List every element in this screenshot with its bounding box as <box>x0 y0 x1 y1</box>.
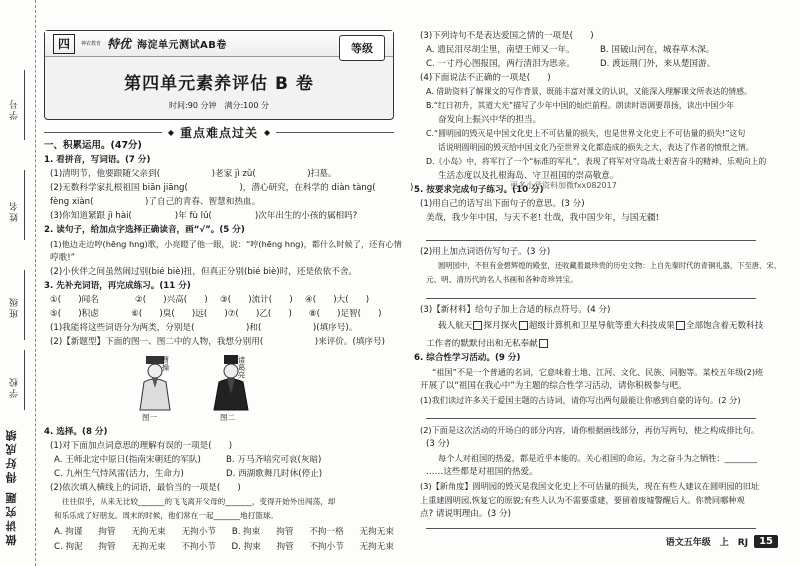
brand-name: 特优 <box>107 37 132 51</box>
series-name: 海淀单元测试AB卷 <box>137 40 227 51</box>
question-4-passage-1: 往往似乎，从来无比较_______的飞飞离开父母的_______，变得开始外出闯荡，却 <box>62 497 336 506</box>
question-4-part-2: (2)依次填入横线上的词语，最恰当的一项是( ) <box>50 483 241 493</box>
question-2-line-2: (2)小伙伴之间虽然闹过别(bié biè)扭，但真正分别(bié biè)时，还是依依不舍。 <box>50 267 358 277</box>
binding-label-class: 班级 <box>10 296 20 318</box>
question-4-3-option-a: A. 遗民泪尽胡尘里，南望王师又一年。 <box>426 45 575 55</box>
question-5-part-2: (2)用上加点词语仿写句子。(3 分) <box>420 247 551 257</box>
figure-2-caption: 图二 <box>220 413 235 422</box>
question-2-line-1b: 哼歌!” <box>50 253 76 263</box>
section-title: 重点难点过关 <box>180 126 259 140</box>
question-4-option-c: C. 九州生气恃风雷(活力，生命力) <box>54 469 184 479</box>
question-2-line-1: (1)他边走边哼(hēng hng)歌，小亮瞪了他一眼，说：“哼(hēng hng)，都什么时候了，还有心情 <box>50 239 402 249</box>
question-6-part-2: (2)下面是这次活动的开场白的部分内容，请你根据画线部分，再仿写两句，使之构成排比句。 <box>420 425 760 435</box>
punctuation-box[interactable] <box>676 321 685 330</box>
question-6-part-3-cont: 上重建圆明园,恢复它的原貌;有些人认为不需要重建，要留着废墟警醒后人。你赞同哪种观 <box>420 495 745 505</box>
question-3-row-2: ⑤( )积虑 ⑥( )臭( )远( ) ⑦( )乙( ) ⑧( )足智( ) <box>50 309 382 319</box>
question-5-1-quote: 美哉，我少年中国，与天不老! 壮哉，我中国少年，与国无疆! <box>426 213 660 223</box>
question-4-3-option-d: D. 渡远荆门外，来从楚国游。 <box>600 59 716 69</box>
question-4-4-option-d: D.《小岛》中，将军行了一个“标准的军礼”，表现了将军对守岛战士艰苦奋斗的精神、乐观向上的 <box>426 157 767 166</box>
question-6-2-passage-2: ……这些都是对祖国的热爱。 <box>426 467 538 477</box>
watermark-text: 更多小学资料加微fxx082017 <box>510 181 617 190</box>
question-4-option-d: D. 西湖歌舞几时休(停止) <box>226 469 323 479</box>
figure-2-name: 诸葛亮 <box>237 356 246 379</box>
binding-line <box>24 270 25 340</box>
question-6-intro-2: 开展了以“祖国在我心中”为主题的综合性学习活动，请你积极参与吧。 <box>420 381 687 391</box>
exam-banner <box>44 30 394 120</box>
question-5-3-passage-1: 载人航天 探月探火 超级计算机和卫星导航等重大科技成果 全部饱含着无数科技 <box>438 321 764 331</box>
publisher-logo-icon: 四 <box>53 34 75 54</box>
punctuation-box[interactable] <box>473 321 482 330</box>
question-4-4-option-d-cont: 生活态度以及扎根海岛、守卫祖国的崇高敬意。 <box>438 171 619 181</box>
page-number: 15 <box>754 535 778 548</box>
punctuation-box[interactable] <box>519 321 528 330</box>
binding-line <box>24 70 25 140</box>
portrait-figures <box>120 352 270 422</box>
figure-2-portrait <box>206 354 256 412</box>
question-4-passage-2: 和乐乐成了好朋友。周末的时候，他们常在一起_______地打篮球。 <box>54 511 279 520</box>
question-4-part-3: (3)下列诗句不是表达爱国之情的一项是( ) <box>420 31 594 41</box>
question-4-option-a: A. 王师北定中原日(指南宋朝廷的军队) <box>54 455 201 465</box>
question-3: 3. 先补充词语，再完成练习。(11 分) <box>44 281 191 291</box>
question-4-part-1: (1)对下面加点词意思的理解有误的一项是( ) <box>50 441 233 451</box>
question-4: 4. 选择。(8 分) <box>44 427 108 437</box>
question-5-part-3: (3)【新材料】给句子加上合适的标点符号。(4 分) <box>420 305 611 315</box>
question-3-part-2: (2)【新题型】下面的图一、图二中的人物，我想分别用( )来评价。(填序号) <box>50 337 385 347</box>
binding-motto: 做讲究题 得好成绩 <box>5 427 18 546</box>
question-1-line-3: (3)你知道紧跟 jì hài( )年 fù lǔ( )次年出生的小孩的属相吗? <box>50 211 358 221</box>
figure-1-name: 曹操 <box>161 356 170 371</box>
question-5-part-1: (1)用自己的话写出下面句子的意思。(3 分) <box>420 199 585 209</box>
section-heading <box>44 124 394 141</box>
answer-line[interactable] <box>426 298 756 299</box>
binding-strip <box>0 0 36 566</box>
diamond-icon: ◆ <box>264 128 271 137</box>
exam-meta: 时间:90 分钟 满分:100 分 <box>169 101 269 110</box>
question-4-4-option-b: B.“红日初升，其道大光”描写了少年中国的灿烂前程。朗读时语调要昂扬，读出中国少年 <box>426 101 735 110</box>
question-6-intro-1: “祖国”不是一个普通的名词，它意味着土地、江河、文化、民族、同胞等。某校五年级(2)班 <box>432 367 764 377</box>
publisher-caption: 神农教育 <box>81 41 102 47</box>
question-1-line-2: (2)无数科学家扎根祖国 biān jiāng( )，潜心研究，在科学的 diàn tàng( ) <box>50 183 414 193</box>
question-5-3-passage-2: 工作者的默默付出和无私奉献 <box>426 338 549 350</box>
question-4-option-b: B. 万马齐喑究可哀(灰暗) <box>226 455 322 465</box>
answer-line[interactable] <box>426 528 756 529</box>
page-footer <box>666 535 778 548</box>
question-6-2-passage-1: 每个人对祖国的热爱，都是近乎本能的。关心祖国的命运，为之奋斗为之牺牲：________ <box>438 453 758 463</box>
figure-1-portrait <box>130 354 180 412</box>
answer-line[interactable] <box>426 418 756 419</box>
binding-label-school: 学校 <box>10 376 20 398</box>
question-6-part-3-end: 点? 请说明理由。(3 分) <box>420 509 511 519</box>
question-1: 1. 看拼音，写词语。(7 分) <box>44 155 151 165</box>
question-5-2-passage-1: 圆明园中，不但有金碧辉煌的殿堂，还收藏着最珍贵的历史文物：上自先秦时代的青铜礼器，下至唐、宋、 <box>438 261 781 270</box>
question-4-options-row-1: A. 拘谨 拘管 无拘无束 无拘小节 B. 拘束 拘管 不拘一格 无拘无束 <box>54 527 394 537</box>
question-5-2-passage-2: 元、明、清历代的名人书画和各种奇珍异宝。 <box>426 275 578 284</box>
punctuation-box[interactable] <box>539 339 548 348</box>
question-4-3-option-b: B. 国破山河在，城春草木深。 <box>600 45 715 55</box>
question-4-4-option-c-cont: 话说明圆明园的毁灭给中国文化乃至世界文化都造成的损失之大，表达了作者的愤恨之情。 <box>438 143 754 152</box>
question-5: 5. 按要求完成句子练习。(10 分) <box>414 185 544 195</box>
grade-box: 等级 <box>339 35 385 61</box>
binding-line <box>24 350 25 410</box>
subject-label: 语文五年级 上 RJ <box>665 538 749 548</box>
question-1-line-2b: fèng xiàn( )了自己的青春、智慧和热血。 <box>50 197 261 207</box>
question-6-part-3: (3)【新角度】圆明园的毁灭是我国文化史上不可估量的损失，现在有些人建议在圆明园的旧址 <box>420 481 760 491</box>
question-4-part-4: (4)下面说法不正确的一项是( ) <box>420 73 551 83</box>
question-3-part-1: (1)我能将这些词语分为两类，分别是( )和( )(填序号)。 <box>50 323 358 333</box>
diamond-icon: ◆ <box>167 128 174 137</box>
question-3-row-1: ①( )闻名 ②( )兴高( ) ③( )流计( ) ④( )大( ) <box>50 295 370 305</box>
figure-1-caption: 图一 <box>142 413 157 422</box>
answer-line[interactable] <box>426 240 756 241</box>
question-1-line-1: (1)清明节，他要跟随父亲到( )老家 jì zǔ( )扫墓。 <box>50 169 337 179</box>
question-6-part-1: (1)我们读过许多关于爱国主题的古诗词，请你写出两句最能让你感到自豪的诗句。(2 分) <box>420 395 741 405</box>
part-one-heading: 一、积累运用。(47分) <box>44 140 142 151</box>
exam-title: 第四单元素养评估 B 卷 <box>124 74 314 94</box>
question-4-4-option-c: C.“圆明园的毁灭是中国文化史上不可估量的损失，也是世界文化史上不可估量的损失!”这句 <box>426 129 746 138</box>
binding-line <box>24 170 25 240</box>
question-6: 6. 综合性学习活动。(9 分) <box>414 353 521 363</box>
question-4-4-option-b-cont: 奋发向上振兴中华的担当。 <box>438 115 542 125</box>
binding-label-name: 姓名 <box>10 200 20 222</box>
binding-label-student-id: 学号 <box>10 98 20 120</box>
question-2: 2. 读句子，给加点字选择正确读音，画“√”。(5 分) <box>44 225 245 235</box>
question-4-4-option-a: A. 借助资料了解课文的写作背景，既能丰富对课文的认识，又能深入理解课文所表达的情感。 <box>426 87 752 96</box>
question-4-3-option-c: C. 一寸丹心图报国，两行清泪为思亲。 <box>426 59 575 69</box>
question-6-part-2-points: (3 分) <box>426 439 450 449</box>
question-4-options-row-2: C. 拘泥 拘管 无拘无束 不拘小节 D. 拘束 拘管 不拘小节 无拘无束 <box>54 542 394 552</box>
